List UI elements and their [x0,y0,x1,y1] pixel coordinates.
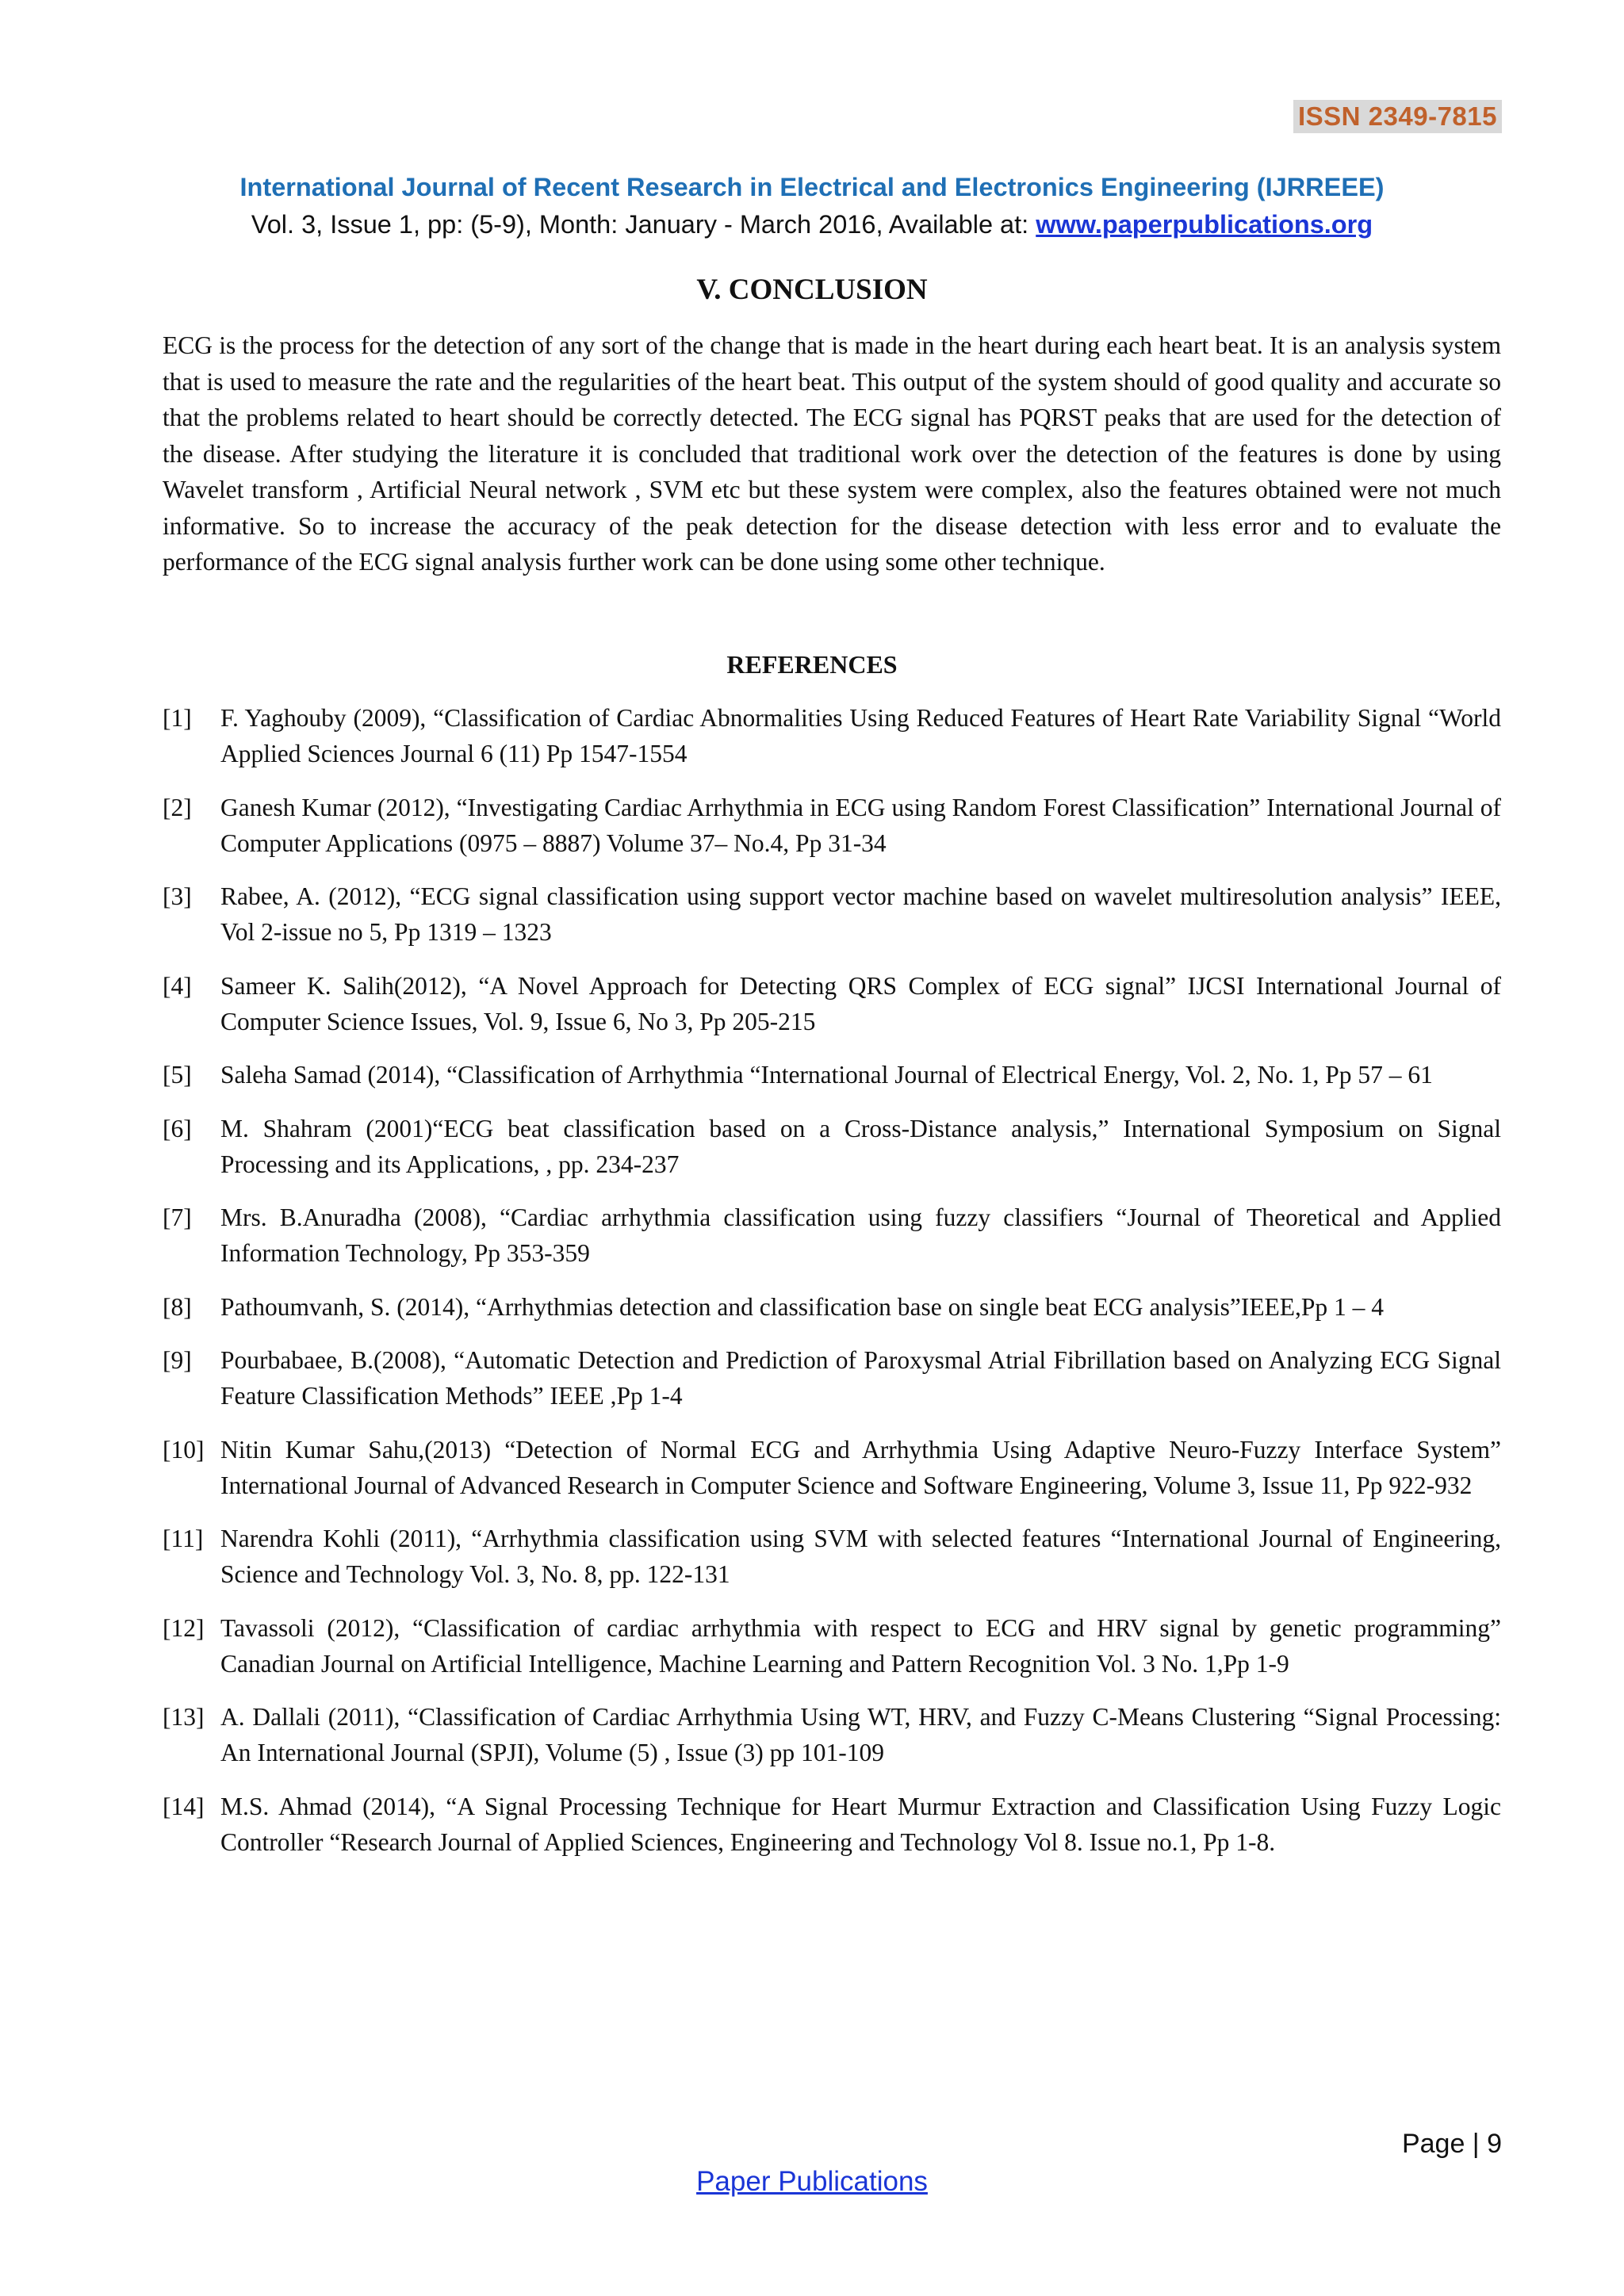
reference-text: A. Dallali (2011), “Classification of Cardiac Arrhythmia Using WT, HRV, and Fuzzy C-Means Clustering “Signal Processing: An International Journal (SPJI), Volume (5) , Issue (3) pp 101-109 [220,1703,1501,1766]
publisher-link[interactable]: Paper Publications [696,2166,928,2197]
reference-number: [6] [163,1114,192,1142]
reference-text: Mrs. B.Anuradha (2008), “Cardiac arrhythmia classification using fuzzy classifiers “Journal of Theoretical and Applied Information Technology, Pp 353-359 [220,1203,1501,1267]
reference-item [163,790,1501,861]
reference-text: Saleha Samad (2014), “Classification of Arrhythmia “International Journal of Electrical Energy, Vol. 2, No. 1, Pp 57 – 61 [220,1061,1433,1089]
reference-item [163,1111,1501,1182]
website-link[interactable]: www.paperpublications.org [1036,210,1373,239]
reference-number: [3] [163,882,192,910]
reference-item [163,1789,1501,1860]
reference-text: Sameer K. Salih(2012), “A Novel Approach for Detecting QRS Complex of ECG signal” IJCSI International Journal of Computer Science Issues, Vol. 9, Issue 6, No 3, Pp 205-215 [220,971,1501,1035]
reference-item [163,1200,1501,1271]
reference-number: [5] [163,1061,192,1089]
volume-info [0,210,1624,239]
reference-item [163,1610,1501,1682]
reference-number: [10] [163,1435,205,1464]
reference-number: [2] [163,793,192,821]
volume-info-text: Vol. 3, Issue 1, pp: (5-9), Month: January - March 2016, Available at: [251,210,1036,239]
reference-text: Ganesh Kumar (2012), “Investigating Cardiac Arrhythmia in ECG using Random Forest Classification” International Journal of Computer Applications (0975 – 8887) Volume 37– No.4, Pp 31-34 [220,793,1501,857]
section-title: V. CONCLUSION [696,274,928,306]
reference-number: [13] [163,1703,205,1731]
reference-number: [4] [163,971,192,1000]
reference-item [163,1057,1501,1093]
reference-item [163,1432,1501,1503]
reference-number: [12] [163,1613,205,1642]
reference-item [163,1699,1501,1770]
reference-text: Pourbabaee, B.(2008), “Automatic Detection and Prediction of Paroxysmal Atrial Fibrillation based on Analyzing ECG Signal Feature Classification Methods” IEEE ,Pp 1-4 [220,1346,1501,1410]
reference-text: M. Shahram (2001)“ECG beat classification based on a Cross-Distance analysis,” International Symposium on Signal Processing and its Applications, , pp. 234-237 [220,1114,1501,1178]
reference-number: [9] [163,1346,192,1374]
page-number: Page | 9 [1401,2129,1502,2159]
reference-item [163,968,1501,1039]
reference-item [163,878,1501,950]
reference-number: [11] [163,1525,204,1552]
reference-text: Tavassoli (2012), “Classification of cardiac arrhythmia with respect to ECG and HRV signal by genetic programming” Canadian Journal on Artificial Intelligence, Machine Learning and Pattern Recognition Vol. 3 No. 1,Pp 1-9 [220,1613,1501,1678]
reference-text: Pathoumvanh, S. (2014), “Arrhythmias detection and classification base on single beat ECG analysis”IEEE,Pp 1 – 4 [220,1292,1385,1321]
reference-number: [14] [163,1792,205,1820]
reference-number: [8] [163,1292,192,1321]
reference-list [163,700,1501,1877]
references-title: REFERENCES [726,650,898,679]
reference-text: F. Yaghouby (2009), “Classification of Cardiac Abnormalities Using Reduced Features of Heart Rate Variability Signal “World Applied Sciences Journal 6 (11) Pp 1547-1554 [220,704,1501,767]
issn-badge: ISSN 2349-7815 [1293,100,1502,133]
reference-item [163,1342,1501,1414]
reference-number: [1] [163,704,192,732]
conclusion-paragraph: ECG is the process for the detection of any sort of the change that is made in the heart during each heart beat. It is an analysis system that is used to measure the rate and the regularities of the heart beat. This output of the system should of good quality and accurate so that the problems related to heart should be correctly detected. The ECG signal has PQRST peaks that are used for the detection of the disease. After studying the literature it is concluded that traditional work over the detection of the features is done by using Wavelet transform , Artificial Neural network , SVM etc but these system were complex, also the features obtained were not much informative. So to increase the accuracy of the peak detection for the disease detection with less error and to evaluate the performance of the ECG signal analysis further work can be done using some other technique. [163,331,1501,576]
reference-text: Nitin Kumar Sahu,(2013) “Detection of Normal ECG and Arrhythmia Using Adaptive Neuro-Fuzzy Interface System” International Journal of Advanced Research in Computer Science and Software Engineering, Volume 3, Issue 11, Pp 922-932 [220,1435,1501,1499]
reference-text: Rabee, A. (2012), “ECG signal classification using support vector machine based on wavelet multiresolution analysis” IEEE, Vol 2-issue no 5, Pp 1319 – 1323 [220,882,1501,946]
journal-title: International Journal of Recent Research in Electrical and Electronics Engineering (IJRREEE) [239,173,1385,201]
reference-item [163,1521,1501,1592]
reference-text: Narendra Kohli (2011), “Arrhythmia classification using SVM with selected features “International Journal of Engineering, Science and Technology Vol. 3, No. 8, pp. 122-131 [220,1525,1501,1588]
reference-number: [7] [163,1203,192,1231]
reference-item [163,700,1501,771]
reference-item [163,1289,1501,1325]
reference-text: M.S. Ahmad (2014), “A Signal Processing Technique for Heart Murmur Extraction and Classification Using Fuzzy Logic Controller “Research Journal of Applied Sciences, Engineering and Technology Vol 8. Issue no.1, Pp 1-8. [220,1792,1501,1856]
